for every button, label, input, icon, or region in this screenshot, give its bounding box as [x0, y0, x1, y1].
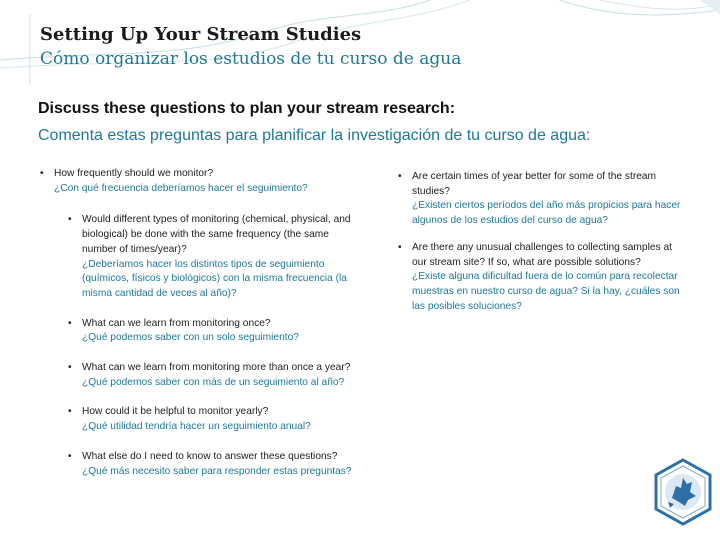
- bullet-icon: •: [398, 241, 402, 253]
- question-text-spanish: ¿Deberíamos hacer los distintos tipos de seguimiento (químicos, físicos y biológicos) con la misma frecuencia (la misma cantidad de veces al año)?: [82, 258, 347, 299]
- discussion-prompt-spanish: Comenta estas preguntas para planificar la investigación de tu curso de agua:: [38, 127, 591, 144]
- question-text: Are there any unusual challenges to collecting samples at our stream site? If so, what are possible solutions?: [412, 241, 672, 268]
- bullet-icon: •: [68, 406, 72, 418]
- bullet-icon: •: [68, 450, 72, 462]
- question-text: Would different types of monitoring (chemical, physical, and biological) be done with the same frequency (the same number of times/year)?: [82, 214, 351, 255]
- list-item: [40, 167, 355, 196]
- globe-hexagon-logo-icon: [652, 458, 714, 526]
- bullet-icon: •: [40, 168, 44, 179]
- bullet-icon: •: [68, 214, 72, 226]
- question-text: What can we learn from monitoring more than once a year?: [82, 362, 351, 374]
- header-decoration: [0, 0, 720, 90]
- bullet-icon: •: [68, 317, 72, 329]
- list-item: [68, 213, 355, 301]
- question-text-spanish: ¿Con qué frecuencia deberíamos hacer el seguimiento?: [54, 182, 308, 194]
- list-item: [68, 405, 355, 434]
- question-text-spanish: ¿Existe alguna dificultad fuera de lo común para recolectar muestras en nuestro curso de agua? Si la hay, ¿cuáles son las posibles soluciones?: [412, 271, 680, 312]
- list-item: [68, 450, 355, 479]
- page-subtitle-spanish: Cómo organizar los estudios de tu curso de agua: [40, 49, 462, 69]
- question-text: How could it be helpful to monitor yearly?: [82, 406, 269, 418]
- question-text-spanish: ¿Qué más necesito saber para responder estas preguntas?: [82, 465, 352, 477]
- list-item: [68, 317, 355, 346]
- list-item: [398, 170, 683, 229]
- bullet-icon: •: [68, 362, 72, 374]
- right-question-column: [398, 170, 683, 314]
- list-item: [68, 361, 355, 390]
- page-title: Setting Up Your Stream Studies: [40, 24, 362, 45]
- question-text: Are certain times of year better for some of the stream studies?: [412, 171, 657, 197]
- discussion-prompt: Discuss these questions to plan your stream research:: [38, 100, 456, 117]
- bullet-icon: •: [398, 171, 402, 182]
- question-text-spanish: ¿Existen ciertos períodos del año más propicios para hacer algunos de los estudios del curso de agua?: [412, 200, 681, 227]
- left-question-column: [40, 167, 355, 479]
- question-text: What can we learn from monitoring once?: [82, 317, 271, 329]
- question-text-spanish: ¿Qué podemos saber con más de un seguimiento al año?: [82, 376, 345, 388]
- question-text-spanish: ¿Qué utilidad tendría hacer un seguimiento anual?: [82, 421, 311, 433]
- question-text: How frequently should we monitor?: [54, 168, 214, 179]
- question-text-spanish: ¿Qué podemos saber con un solo seguimiento?: [82, 332, 299, 344]
- list-item: [398, 241, 683, 315]
- question-text: What else do I need to know to answer these questions?: [82, 450, 338, 462]
